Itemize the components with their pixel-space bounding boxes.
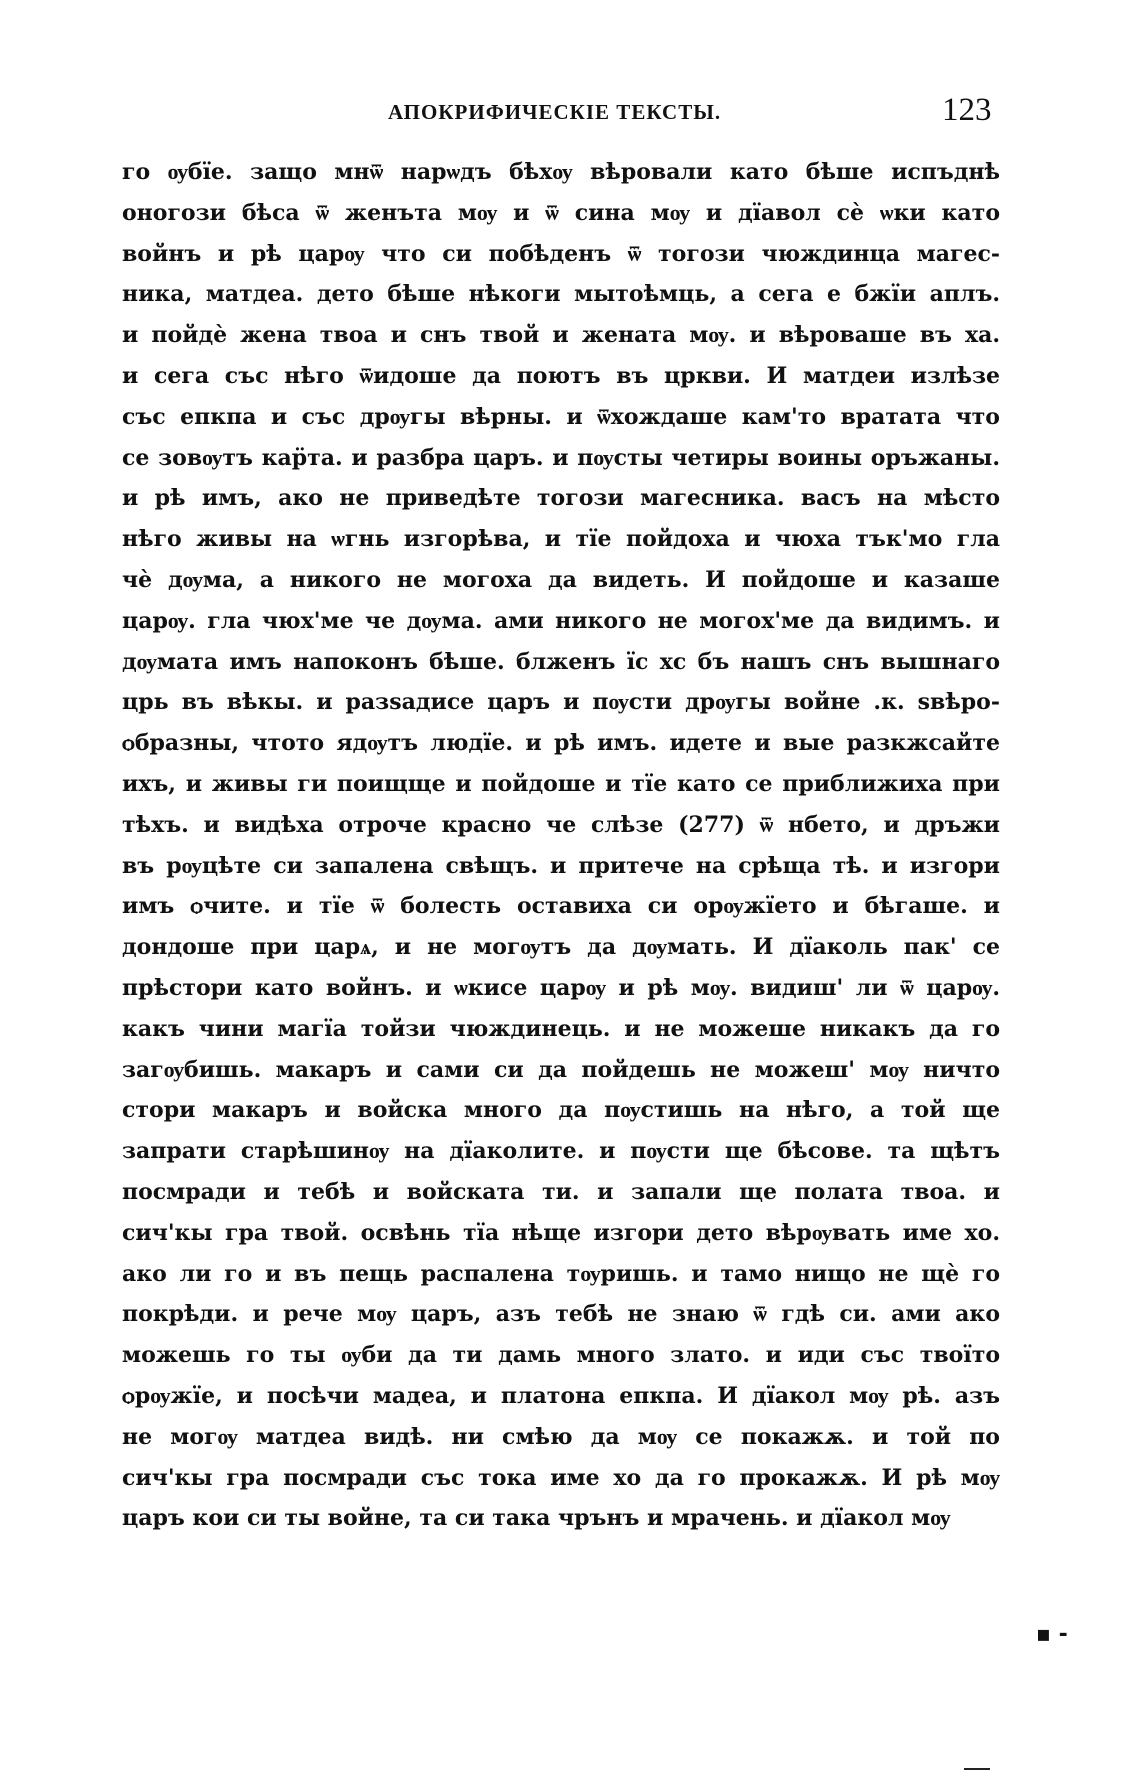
text-line: сич'кы гра посмради със тока име хо да го прокажѫ. И рѣ мѹ <box>122 1464 1000 1491</box>
text-line: дондоше при царѧ, и не могѹтъ да дѹмать. И дїаколь пак' се <box>122 934 1000 961</box>
text-line: прѣстори като войнъ. и ѡкисе царѹ и рѣ мѹ. видиш' ли ѿ царѹ. <box>122 974 1000 1001</box>
text-line: сич'кы гра твой. освѣнь тїа нѣще изгори дето вѣрѹвать име хо. <box>122 1219 1000 1246</box>
text-line: царѹ. гла чюх'ме че дѹма. ами никого не могох'ме да видимъ. и <box>122 607 1000 634</box>
text-line: тѣхъ. и видѣха отроче красно че слѣзе (277) ѿ нбето, и дръжи <box>122 811 1000 838</box>
text-line: имъ ѻчите. и тїе ѿ болесть оставиха си орѹжїето и бѣгаше. и <box>122 893 1000 920</box>
footer-rule <box>964 1768 990 1770</box>
text-line: го ѹбїе. защо мнѿ нарѡдъ бѣхѹ вѣровали като бѣше испъднѣ <box>122 159 1000 185</box>
body-text <box>122 152 1000 1539</box>
text-line: загѹбишь. макаръ и сами си да пойдешь не можеш' мѹ ничто <box>122 1056 1000 1083</box>
text-line: какъ чини магїа тойзи чюждинець. и не можеше никакъ да го <box>122 1015 1000 1042</box>
text-line: войнъ и рѣ царѹ что си побѣденъ ѿ тогози чюждинца магес- <box>122 240 1000 267</box>
text-line: дѹмата имъ напоконъ бѣше. блженъ їс хс бъ нашъ снъ вышнаго <box>122 648 1000 675</box>
text-line: се зовѹтъ кар̈та. и разбра царъ. и пѹсты четиры воины оръжаны. <box>122 444 1000 471</box>
text-line: ѻбразны, чтото ядѹтъ людїе. и рѣ имъ. идете и вые разкжсайте <box>122 730 1000 757</box>
text-line: със епкпа и със дрѹгы вѣрны. и ѿхождаше кам'то вратата что <box>122 403 1000 430</box>
page-number: 123 <box>942 92 992 128</box>
text-line: можешь го ты ѹби да ти дамь много злато. и иди със твоїто <box>122 1342 1000 1369</box>
text-line: оногози бѣса ѿ женъта мѹ и ѿ сина мѹ и дїавол сѐ ѡки като <box>122 199 1000 226</box>
text-line: и рѣ имъ, ако не приведѣте тогози магесника. васъ на мѣсто <box>122 485 1000 512</box>
text-line: царъ кои си ты войне, та си така чрънъ и мрачень. и дїакол мѹ <box>122 1505 951 1532</box>
text-line: ѻрѹжїе, и посѣчи мадеа, и платона епкпа. И дїакол мѹ рѣ. азъ <box>122 1382 1000 1409</box>
text-line: ихъ, и живы ги поищще и пойдоше и тїе като се приближиха при <box>122 770 1000 797</box>
text-line: покрѣди. и рече мѹ царъ, азъ тебѣ не знаю ѿ гдѣ си. ами ако <box>122 1301 1000 1328</box>
text-line: посмради и тебѣ и войската ти. и запали ще полата твоа. и <box>122 1178 1000 1205</box>
running-title: АПОКРИФИЧЕСКІЕ ТЕКСТЫ. <box>388 100 722 124</box>
text-line: не могѹ матдеа видѣ. ни смѣю да мѹ се покажѫ. и той по <box>122 1423 1000 1450</box>
text-line: чѐ дѹма, а никого не могоха да видеть. И пойдоше и казаше <box>122 566 1000 593</box>
text-line: запрати старѣшинѹ на дїаколите. и пѹсти ще бѣсове. та щѣтъ <box>122 1138 1000 1165</box>
text-line: нѣго живы на ѡгнь изгорѣва, и тїе пойдоха и чюха тък'мо гла <box>122 526 1000 553</box>
text-line: стори макаръ и войска много да пѹстишь на нѣго, а той ще <box>122 1097 1000 1124</box>
text-line: црь въ вѣкы. и разѕадисе царъ и пѹсти дрѹгы войне .к. ѕвѣро- <box>122 689 1000 716</box>
margin-ink-mark: ▪ - <box>1036 1622 1068 1647</box>
text-line: въ рѹцѣте си запалена свѣщъ. и притече на срѣща тѣ. и изгори <box>122 852 1000 879</box>
text-line: и пойдѐ жена твоа и снъ твой и жената мѹ. и вѣроваше въ ха. <box>122 322 1000 349</box>
text-line: ако ли го и въ пещь распалена тѹришь. и тамо нищо не щѐ го <box>122 1260 1000 1287</box>
text-line: и сега със нѣго ѿидоше да поютъ въ цркви. И матдеи излѣзе <box>122 362 1000 389</box>
text-line: ника, матдеа. дето бѣше нѣкоги мытоѣмць, а сега е бжїи аплъ. <box>122 281 1000 308</box>
